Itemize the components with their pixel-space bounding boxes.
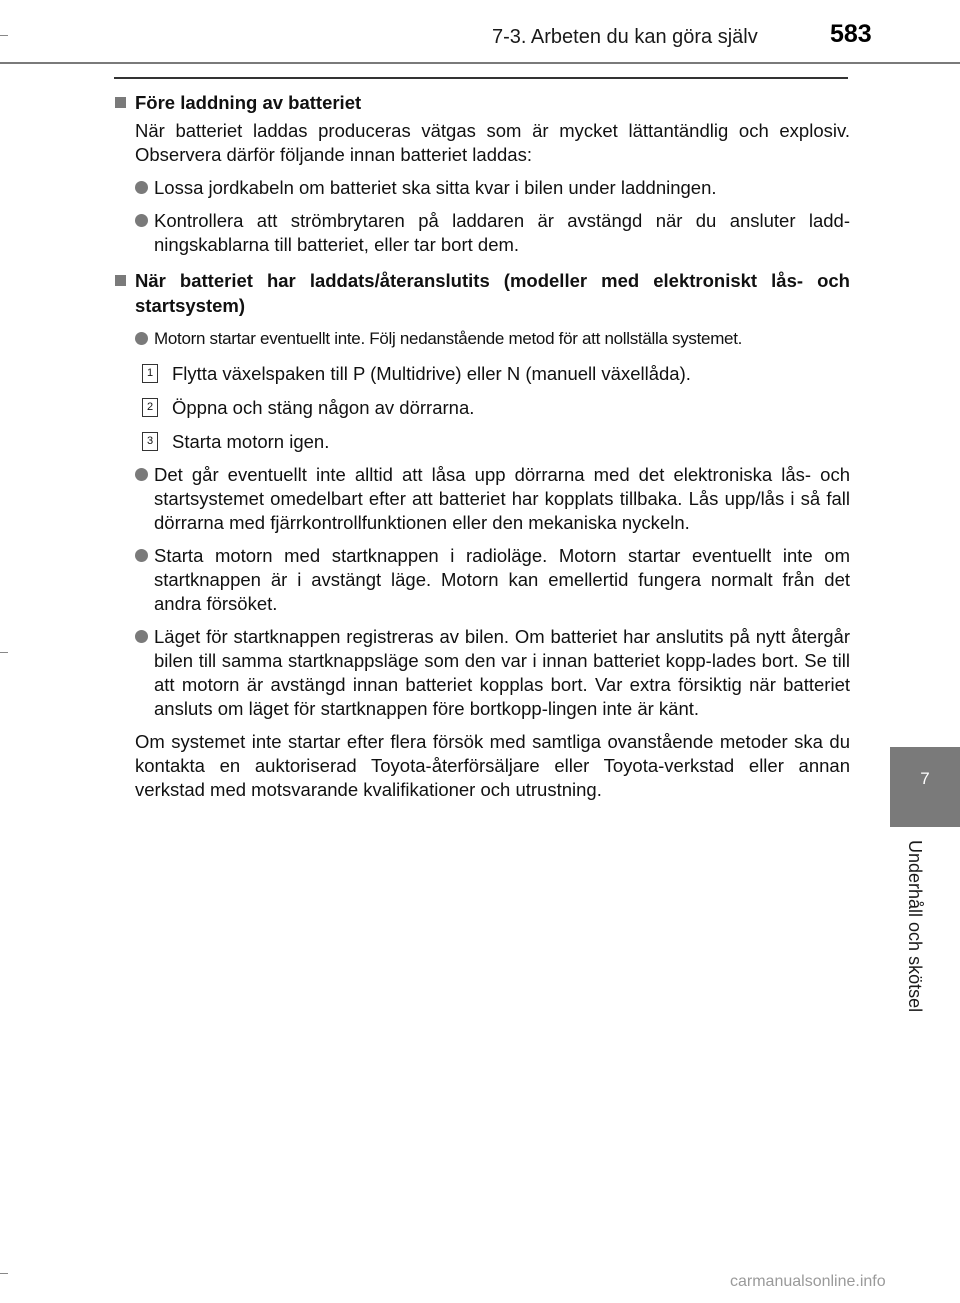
section-heading-text: När batteriet har laddats/återanslutits (modeller med elektroniskt lås- och startsystem) xyxy=(135,270,850,316)
chapter-label: Underhåll och skötsel xyxy=(905,840,925,1013)
list-item-text: Starta motorn med startknappen i radioläge. Motorn startar eventuellt inte om startknappen är i avstängt läge. Motorn kan emellertid fungera normalt från det andra försöket. xyxy=(154,545,850,614)
round-bullet-icon xyxy=(135,468,148,481)
list-item xyxy=(114,544,850,616)
crop-mark xyxy=(0,652,8,653)
round-bullet-icon xyxy=(135,549,148,562)
page-number: 583 xyxy=(830,20,872,48)
chapter-tab[interactable] xyxy=(890,747,960,827)
step-text: Starta motorn igen. xyxy=(172,431,330,452)
list-item xyxy=(114,463,850,535)
content-rule xyxy=(114,77,848,79)
step-text: Flytta växelspaken till P (Multidrive) eller N (manuell växellåda). xyxy=(172,363,691,384)
list-item xyxy=(114,209,850,257)
chapter-number: 7 xyxy=(920,769,930,788)
list-item-text: Läget för startknappen registreras av bilen. Om batteriet har anslutits på nytt återgår bilen till samma startknappsläge som den var i innan batteriet kopp-lades bort. Se till att motorn är avstängd innan batteriet kopplas bort. Var extra försiktig när batteriet ansluts om läget för startknappen före bortkopp-lingen inte är känt. xyxy=(154,626,850,719)
header-title: 7-3. Arbeten du kan göra själv xyxy=(492,26,758,48)
list-item-text: Det går eventuellt inte alltid att låsa upp dörrarna med det elektroniska lås- och startsystemet omedelbart efter att batteriet har kopplats tillbaka. Lås upp/lås i så fall dörrarna med fjärrkontrollfunktionen eller den mekaniska nyckeln. xyxy=(154,464,850,533)
crop-mark xyxy=(0,35,8,36)
list-item xyxy=(114,625,850,721)
list-item xyxy=(114,176,850,200)
list-item xyxy=(114,327,850,351)
closing-paragraph: Om systemet inte startar efter flera försök med samtliga ovanstående metoder ska du kontakta en auktoriserad Toyota-återförsäljare eller Toyota-verkstad eller annan verkstad med motsvarande kvalifikationer och utrustning. xyxy=(135,731,850,800)
step-text: Öppna och stäng någon av dörrarna. xyxy=(172,397,475,418)
crop-mark xyxy=(0,1273,8,1274)
watermark: carmanualsonline.info xyxy=(730,1273,886,1290)
step-item xyxy=(114,362,850,386)
header-rule xyxy=(0,62,960,64)
round-bullet-icon xyxy=(135,181,148,194)
square-bullet-icon xyxy=(115,275,126,286)
step-number: 2 xyxy=(142,398,158,417)
step-item xyxy=(114,396,850,420)
step-item xyxy=(114,430,850,454)
square-bullet-icon xyxy=(115,97,126,108)
section-heading xyxy=(114,90,850,115)
step-number: 3 xyxy=(142,432,158,451)
step-number: 1 xyxy=(142,364,158,383)
round-bullet-icon xyxy=(135,332,148,345)
main-content xyxy=(114,90,850,802)
round-bullet-icon xyxy=(135,630,148,643)
list-item-text: Motorn startar eventuellt inte. Följ nedanstående metod för att nollställa systemet. xyxy=(154,329,743,348)
list-item-text: Lossa jordkabeln om batteriet ska sitta kvar i bilen under laddningen. xyxy=(154,177,717,198)
section-heading-text: Före laddning av batteriet xyxy=(135,92,362,113)
round-bullet-icon xyxy=(135,214,148,227)
list-item-text: Kontrollera att strömbrytaren på laddaren är avstängd när du ansluter ladd-ningskablarna till batteriet, eller tar bort dem. xyxy=(154,210,850,255)
section-heading xyxy=(114,268,850,318)
section-intro: När batteriet laddas produceras vätgas som är mycket lättantändlig och explosiv. Observera därför följande innan batteriet laddas: xyxy=(135,120,850,165)
